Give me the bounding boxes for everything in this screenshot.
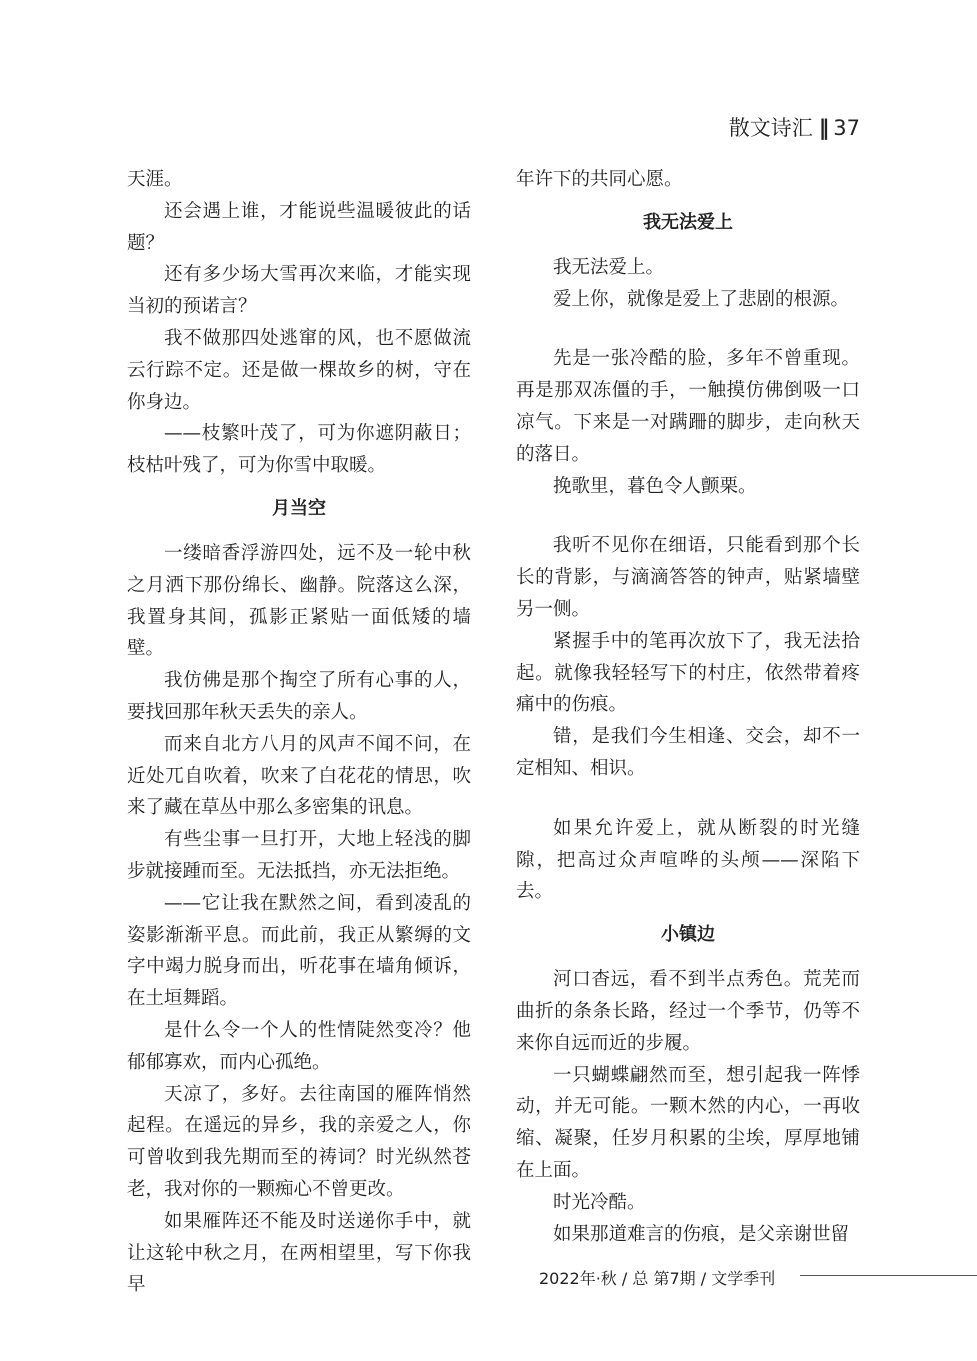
poem-title: 小镇边 <box>661 924 715 946</box>
paragraph: 如果允许爱上，就从断裂的时光缝隙，把高过众声喧哗的头颅——深陷下去。 <box>516 817 860 903</box>
stanza-break <box>516 315 860 343</box>
paragraph: 我仿佛是那个掏空了所有心事的人，要找回那年秋天丢失的亲人。 <box>127 670 471 723</box>
paragraph: 有些尘事一旦打开，大地上轻浅的脚步就接踵而至。无法抵挡，亦无法拒绝。 <box>127 829 471 882</box>
stanza-break <box>516 502 860 530</box>
paragraph: 我无法爱上。 <box>553 256 665 278</box>
section-title: 散文诗汇 <box>728 116 813 140</box>
paragraph: 河口杳远，看不到半点秀色。荒芜而曲折的条条长路，经过一个季节，仍等不来你自远而近的步履。 <box>516 969 860 1054</box>
paragraph: ——枝繁叶茂了，可为你遮阴蔽日；枝枯叶残了，可为你雪中取暖。 <box>127 423 471 477</box>
paragraph: 如果雁阵还不能及时送递你手中，就让这轮中秋之月，在两相望里，写下你我早 <box>127 1210 471 1296</box>
paragraph: 先是一张冷酷的脸，多年不曾重现。再是那双冻僵的手，一触摸仿佛倒吸一口凉气。下来是一对蹒跚的脚步，走向秋天的落日。 <box>516 348 860 465</box>
paragraph: 天涯。 <box>127 169 183 190</box>
poem-title: 月当空 <box>272 497 326 519</box>
paragraph: 而来自北方八月的风声不闻不问，在近处兀自吹着，吹来了白花花的情思，吹来了藏在草丛中那么多密集的讯息。 <box>127 733 471 819</box>
poem-title: 我无法爱上 <box>643 211 733 233</box>
page-number: 37 <box>833 116 860 140</box>
stanza-break <box>516 785 860 813</box>
right-column <box>516 164 860 1250</box>
footer-rule <box>800 1275 977 1276</box>
paragraph: 一只蝴蝶翩然而至，想引起我一阵悸动，并无可能。一颗木然的内心，一再收缩、凝聚，任岁月积累的尘埃，厚厚地铺在上面。 <box>516 1064 860 1181</box>
paragraph: ——它让我在默然之间，看到凌乱的姿影渐渐平息。而此前，我正从繁缛的文字中竭力脱身而出，听花事在墙角倾诉，在土垣舞蹈。 <box>127 892 471 1010</box>
header-separator: ‖ <box>818 116 828 140</box>
paragraph: 时光冷酷。 <box>553 1191 646 1213</box>
paragraph: 我听不见你在细语，只能看到那个长长的背影，与滴滴答答的钟声，贴紧墙壁另一侧。 <box>516 535 860 620</box>
paragraph: 我不做那四处逃窜的风，也不愿做流云行踪不定。还是做一棵故乡的树，守在你身边。 <box>127 327 471 413</box>
paragraph: 爱上你，就像是爱上了悲剧的根源。 <box>553 288 850 310</box>
running-header <box>729 112 860 142</box>
paragraph: 一缕暗香浮游四处，远不及一轮中秋之月洒下那份绵长、幽静。院落这么深，我置身其间，孤影正紧贴一面低矮的墙壁。 <box>127 542 471 660</box>
paragraph: 天凉了，多好。去往南国的雁阵悄然起程。在遥远的异乡，我的亲爱之人，你可曾收到我先期而至的祷词？时光纵然苍老，我对你的一颗痴心不曾更改。 <box>127 1083 471 1200</box>
paragraph: 如果那道难言的伤痕，是父亲谢世留 <box>553 1223 850 1245</box>
left-column <box>127 164 471 1301</box>
paragraph: 还会遇上谁，才能说些温暖彼此的话题？ <box>127 200 471 254</box>
paragraph: 年许下的共同心愿。 <box>516 169 683 190</box>
paragraph: 紧握手中的笔再次放下了，我无法拾起。就像我轻轻写下的村庄，依然带着疼痛中的伤痕。 <box>516 630 860 716</box>
paragraph: 是什么令一个人的性情陡然变冷？他郁郁寡欢，而内心孤绝。 <box>127 1019 471 1073</box>
paragraph: 挽歌里，暮色令人颤栗。 <box>553 475 757 497</box>
paragraph: 错，是我们今生相逢、交会，却不一定相知、相识。 <box>516 726 860 779</box>
paragraph: 还有多少场大雪再次来临，才能实现当初的预诺言？ <box>127 264 471 318</box>
page-footer: 2022年·秋 / 总 第7期 / 文学季刊 <box>539 1269 776 1288</box>
